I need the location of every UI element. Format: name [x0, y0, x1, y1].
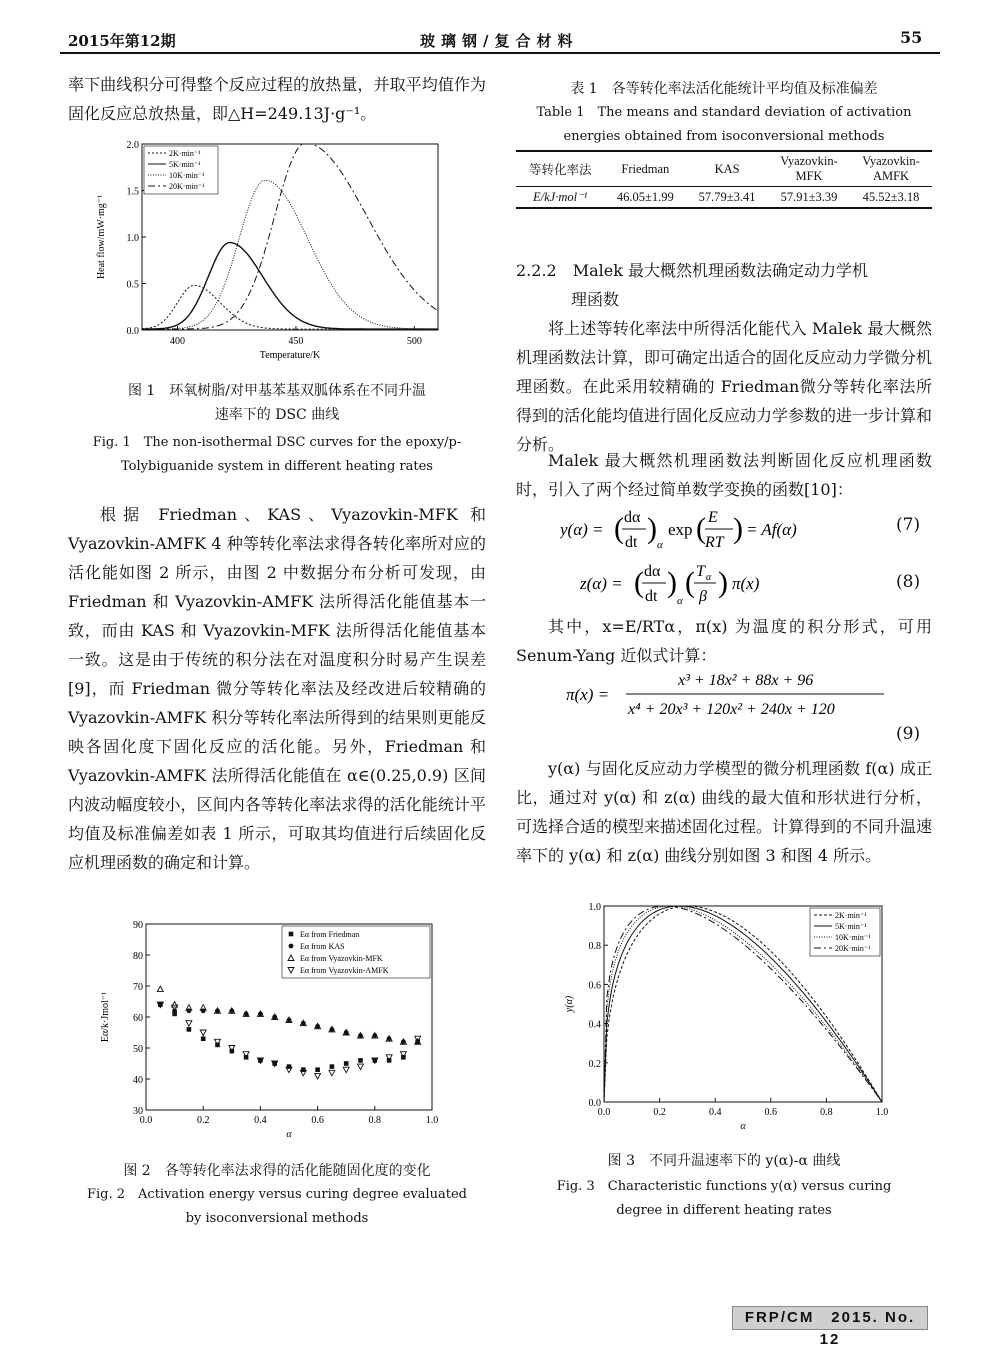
- fig3-legend-label: 2K·min⁻¹: [835, 911, 867, 920]
- svg-text:E: E: [708, 509, 718, 526]
- fig3-legend: [810, 908, 880, 956]
- table-1-title-cn: 表 1 各等转化率法活化能统计平均值及标准偏差: [570, 81, 878, 97]
- fig1-legend-label: 5K·min⁻¹: [169, 160, 201, 169]
- figure-1-caption-en-2: Tolybiguanide system in different heating rates: [121, 459, 433, 474]
- fig3-y-tick-label: 0.2: [588, 1058, 601, 1070]
- figure-1-caption-cn-1: 图 1 环氧树脂/对甲基苯基双胍体系在不同升温: [127, 383, 427, 399]
- paragraph-total-heat: 率下曲线积分可得整个反应过程的放热量，并取平均值作为固化反应总放热量，即△H=249.13J·g⁻¹。: [68, 75, 486, 123]
- fig2-x-tick-label: 0.2: [196, 1115, 210, 1126]
- fig2-x-tick-label: 0.8: [368, 1115, 382, 1126]
- fig3-x-tick-label: 0.2: [653, 1107, 666, 1118]
- figure-2-caption-en-1: Fig. 2 Activation energy versus curing degree evaluated: [87, 1187, 467, 1202]
- running-header-journal: 玻璃钢/复合材料: [420, 32, 579, 50]
- fig2-x-tick-label: 0.6: [311, 1115, 324, 1126]
- fig1-series-line: [142, 180, 438, 329]
- fig3-y-tick-label: 0.0: [588, 1098, 601, 1109]
- paragraph-malek-intro: 将上述等转化率法中所得活化能代入 Malek 最大概然机理函数法计算，即可确定出适合的固化反应动力学微分机理函数。在此采用较精确的 Friedman微分等转化率法所得到的活化能均值进行固化反应动力学参数的进一步计算和分析。: [516, 319, 933, 454]
- fig2-legend-label: Eα from KAS: [300, 942, 345, 951]
- fig1-y-tick-label: 1.0: [126, 233, 139, 244]
- fig2-data-point: [358, 1058, 363, 1063]
- fig2-data-point: [301, 1067, 306, 1072]
- fig2-y-tick-label: 50: [133, 1044, 143, 1055]
- fig2-data-point: [344, 1061, 349, 1066]
- table-1-head-friedman: Friedman: [621, 161, 670, 176]
- section-title-2-2-2-cont: 理函数: [571, 290, 620, 309]
- fig2-legend-label: Eα from Vyazovkin-AMFK: [300, 966, 389, 975]
- table-1-head-kas: KAS: [714, 161, 740, 176]
- fig2-data-point: [330, 1064, 335, 1069]
- svg-text:z(α) =: z(α) =: [580, 574, 623, 593]
- fig3-legend-label: 10K·min⁻¹: [835, 933, 871, 942]
- equation-7: [560, 504, 890, 556]
- svg-text:): ): [733, 512, 743, 545]
- figure-3-y-alpha-curves: [560, 896, 900, 1136]
- fig1-x-tick-label: 450: [288, 336, 304, 347]
- fig2-x-tick-label: 1.0: [425, 1115, 439, 1126]
- svg-text:x³ + 18x² + 88x + 96: x³ + 18x² + 88x + 96: [678, 672, 814, 689]
- fig1-y-tick-label: 2.0: [126, 140, 139, 151]
- fig2-y-axis-label: Eα/k·Jmol⁻¹: [100, 991, 111, 1043]
- svg-text:exp: exp: [668, 520, 693, 539]
- fig2-legend: [282, 926, 430, 978]
- figure-2-caption-cn: 图 2 各等转化率法求得的活化能随固化度的变化: [123, 1163, 431, 1179]
- fig1-legend: [144, 146, 218, 194]
- section-title-2-2-2: 2.2.2 Malek 最大概然机理函数法确定动力学机: [516, 261, 869, 280]
- fig2-legend-label: Eα from Vyazovkin-MFK: [300, 954, 383, 963]
- equation-9: [566, 668, 896, 722]
- fig3-x-tick-label: 0.6: [764, 1107, 778, 1118]
- fig1-y-axis-label: Heat flow/mW·mg⁻¹: [96, 194, 107, 280]
- running-header-issue: 2015年第12期: [68, 32, 176, 50]
- svg-text:α: α: [706, 572, 712, 583]
- svg-text:y(α) =: y(α) =: [560, 520, 604, 539]
- svg-text:(: (: [634, 566, 644, 599]
- svg-text:π(x) =: π(x) =: [566, 685, 610, 704]
- svg-text:(: (: [696, 512, 706, 545]
- footer-journal-issue: FRP/CM 2015. No. 12: [732, 1306, 928, 1330]
- svg-text:dα: dα: [644, 563, 661, 580]
- figure-3-caption-en-1: Fig. 3 Characteristic functions y(α) versus curing: [556, 1179, 892, 1194]
- fig3-x-tick-label: 0.8: [820, 1107, 833, 1118]
- fig1-y-tick-label: 0.5: [126, 279, 139, 291]
- svg-text:dα: dα: [624, 509, 641, 526]
- fig2-data-point: [186, 1021, 192, 1026]
- svg-text:): ): [667, 566, 677, 599]
- fig2-data-point: [187, 1027, 192, 1032]
- page-number: 55: [900, 28, 923, 47]
- table-1-head-amfk: Vyazovkin-AMFK: [862, 154, 920, 183]
- svg-text:dt: dt: [625, 534, 638, 551]
- fig1-legend-label: 10K·min⁻¹: [169, 171, 205, 180]
- fig3-legend-label: 5K·min⁻¹: [835, 922, 867, 931]
- fig3-x-tick-label: 1.0: [875, 1107, 889, 1118]
- svg-text:(: (: [685, 566, 695, 599]
- fig3-y-axis-label: y(α): [564, 995, 575, 1013]
- fig2-data-point: [287, 1064, 292, 1069]
- fig2-legend-label: Eα from Friedman: [300, 930, 360, 939]
- table-1-cell-kas: 57.79±3.41: [698, 189, 756, 204]
- fig2-data-point: [200, 1030, 206, 1036]
- table-1-row-label: E/kJ·mol⁻¹: [533, 190, 588, 204]
- fig2-y-tick-label: 30: [133, 1106, 143, 1117]
- fig2-data-point: [315, 1073, 321, 1079]
- table-1: [516, 150, 932, 209]
- table-1-cell-friedman: 46.05±1.99: [616, 189, 674, 204]
- figure-2-activation-energy: [90, 916, 450, 1148]
- fig3-x-axis-label: α: [740, 1121, 746, 1132]
- fig3-y-tick-label: 1.0: [588, 902, 601, 913]
- svg-text:β: β: [699, 588, 707, 605]
- fig2-x-axis-label: α: [286, 1129, 292, 1140]
- fig2-y-tick-label: 40: [133, 1075, 143, 1086]
- svg-text:= Af(α): = Af(α): [746, 520, 797, 539]
- table-1-cell-mfk: 57.91±3.39: [780, 189, 838, 204]
- equation-7-number: (7): [896, 515, 921, 535]
- fig2-y-tick-label: 70: [133, 982, 143, 993]
- table-1-title-en-2: energies obtained from isoconversional methods: [563, 129, 885, 144]
- header-rule: [60, 52, 940, 54]
- fig2-y-tick-label: 90: [133, 920, 143, 931]
- svg-text:dt: dt: [645, 588, 658, 605]
- fig2-data-point: [315, 1067, 320, 1072]
- fig2-x-tick-label: 0.0: [139, 1115, 153, 1126]
- svg-text:RT: RT: [705, 534, 724, 551]
- equation-9-number: (9): [896, 724, 921, 744]
- fig2-y-tick-label: 60: [133, 1013, 143, 1024]
- svg-text:(: (: [614, 512, 624, 545]
- fig3-y-tick-label: 0.4: [588, 1019, 601, 1031]
- fig1-x-axis-label: Temperature/K: [259, 350, 321, 361]
- paragraph-activation-energy: 根据 Friedman、KAS、Vyazovkin-MFK 和 Vyazovkin-AMFK 4 种等转化率法求得各转化率所对应的活化能如图 2 所示，由图 2 中数据分布分析可发现，由 Friedman 和 Vyazovkin-AMFK 法所得活化能值基本一致，而由 KAS 和 Vyazovkin-MFK 法所得活化能值基本一致。这是由于传统的积分法在对温度积分时易产生误差[9]，而 Friedman 微分等转化率法及经改进后较精确的 Vyazovkin-AMFK 积分等转化率法所得到的结果则更能反映各固化度下固化反应的活化能。另外，Friedman 和 Vyazovkin-AMFK 法所得活化能值在 α∈(0.25,0.9) 区间内波动幅度较小，区间内各等转化率法求得的活化能统计平均值及标准偏差如表 1 所示，可取其均值进行后续固化反应机理函数的确定和计算。: [68, 505, 486, 872]
- table-1-title-en-1: Table 1 The means and standard deviation of activation: [536, 105, 912, 120]
- table-1-cell-amfk: 45.52±3.18: [862, 189, 920, 204]
- fig1-series-line: [142, 243, 438, 330]
- fig2-legend-marker: [289, 932, 294, 937]
- equation-8: [580, 558, 880, 614]
- fig1-x-tick-label: 500: [406, 336, 422, 347]
- figure-3-caption-cn: 图 3 不同升温速率下的 y(α)-α 曲线: [607, 1153, 841, 1169]
- svg-text:π(x): π(x): [732, 574, 760, 593]
- table-1-head-method: 等转化率法: [528, 163, 592, 177]
- figure-1-dsc-curves: [90, 136, 450, 372]
- svg-text:α: α: [657, 539, 663, 551]
- equation-8-number: (8): [896, 572, 921, 592]
- fig1-y-tick-label: 0.0: [126, 326, 139, 337]
- paragraph-y-z-curves: y(α) 与固化反应动力学模型的微分机理函数 f(α) 成正比，通过对 y(α) 和 z(α) 曲线的最大值和形状进行分析，可选择合适的模型来描述固化过程。计算得到的不同升温速率下的 y(α) 和 z(α) 曲线分别如图 3 和图 4 所示。: [516, 759, 933, 865]
- figure-1-caption-cn-2: 速率下的 DSC 曲线: [214, 407, 340, 423]
- fig2-data-point: [187, 1008, 192, 1013]
- figure-3-caption-en-2: degree in different heating rates: [616, 1203, 832, 1218]
- svg-text:x⁴ + 20x³ + 120x² + 240x + 120: x⁴ + 20x³ + 120x² + 240x + 120: [628, 701, 835, 718]
- table-1-head-mfk: Vyazovkin-MFK: [780, 154, 838, 183]
- svg-text:α: α: [677, 595, 683, 607]
- fig3-x-tick-label: 0.0: [597, 1107, 611, 1118]
- svg-text:): ): [718, 566, 728, 599]
- fig1-legend-label: 2K·min⁻¹: [169, 149, 201, 158]
- svg-text:T: T: [696, 563, 705, 580]
- fig1-y-tick-label: 1.5: [126, 186, 139, 198]
- paragraph-malek-functions: Malek 最大概然机理函数法判断固化反应机理函数时，引入了两个经过简单数学变换的函数[10]：: [516, 451, 932, 499]
- fig2-data-point: [343, 1067, 349, 1073]
- fig2-data-point: [329, 1070, 335, 1076]
- svg-text:): ): [647, 512, 657, 545]
- fig3-y-tick-label: 0.6: [588, 980, 601, 992]
- fig2-data-point: [358, 1064, 364, 1070]
- fig3-x-tick-label: 0.4: [708, 1107, 722, 1118]
- fig2-x-tick-label: 0.4: [254, 1115, 267, 1126]
- figure-1-caption-en-1: Fig. 1 The non-isothermal DSC curves for the epoxy/p-: [92, 435, 462, 450]
- fig3-y-tick-label: 0.8: [588, 941, 601, 953]
- fig2-data-point: [157, 986, 163, 992]
- fig3-legend-label: 20K·min⁻¹: [835, 944, 871, 953]
- fig2-y-tick-label: 80: [133, 951, 143, 962]
- fig2-data-point: [201, 1008, 206, 1013]
- fig2-legend-marker: [289, 944, 294, 949]
- fig1-x-tick-label: 400: [170, 336, 186, 347]
- fig1-legend-label: 20K·min⁻¹: [169, 182, 205, 191]
- fig2-data-point: [201, 1036, 206, 1041]
- figure-2-caption-en-2: by isoconversional methods: [185, 1211, 369, 1226]
- fig1-series-line: [142, 285, 438, 329]
- paragraph-senum-yang: 其中，x=E/RTα，π(x) 为温度的积分形式，可用 Senum-Yang 近似式计算：: [516, 617, 932, 665]
